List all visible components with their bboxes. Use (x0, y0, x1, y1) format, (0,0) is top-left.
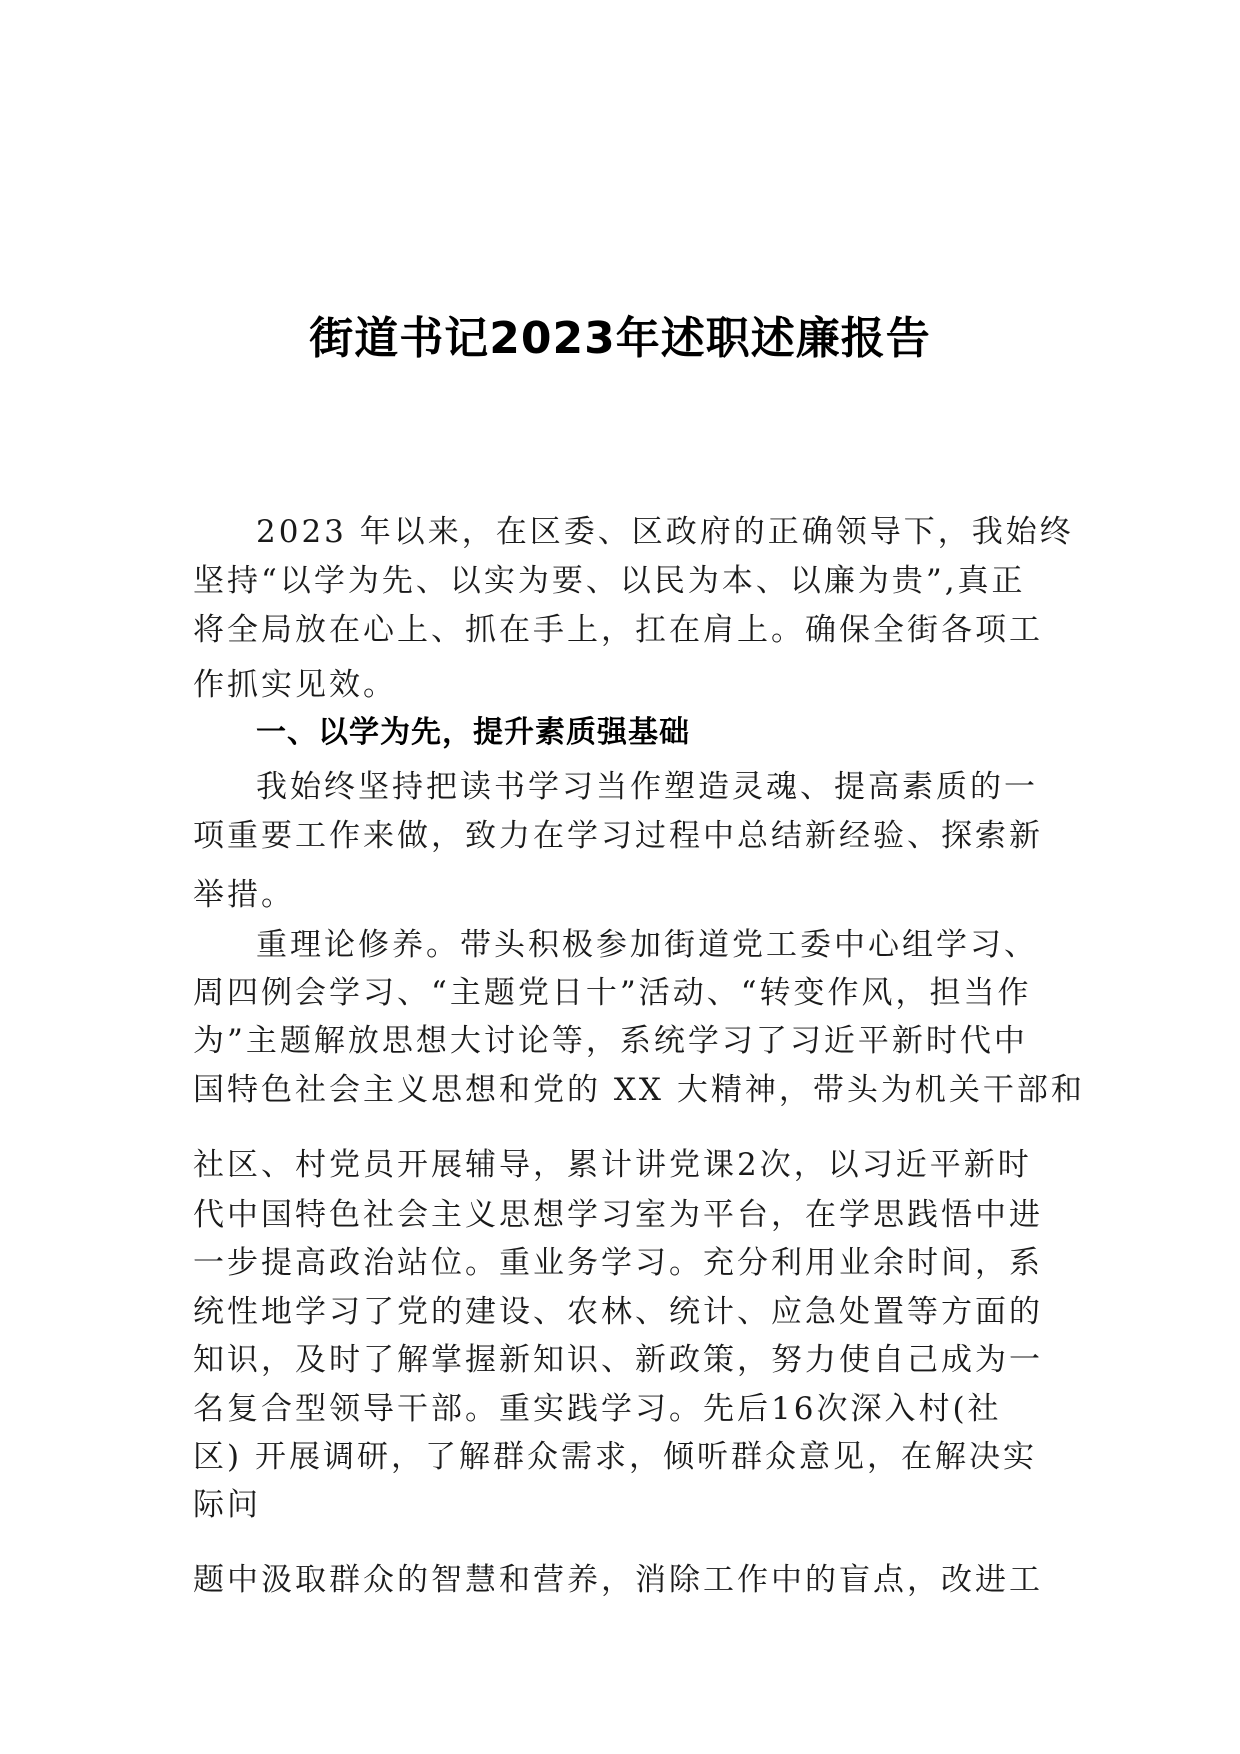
paragraph-line: 区) 开展调研，了解群众需求，倾听群众意见，在解决实 (193, 1439, 1037, 1475)
paragraph-line: 际问 (193, 1487, 261, 1523)
paragraph-line: 名复合型领导干部。重实践学习。先后16次深入村(社 (193, 1391, 1002, 1427)
document-title: 街道书记2023年述职述廉报告 (309, 313, 931, 364)
paragraph-line: 项重要工作来做，致力在学习过程中总结新经验、探索新 (193, 818, 1043, 854)
paragraph-line: 为”主题解放思想大讨论等，系统学习了习近平新时代中 (193, 1023, 1028, 1059)
paragraph-line: 重理论修养。带头积极参加街道党工委中心组学习、 (256, 927, 1038, 963)
paragraph-line: 举措。 (193, 877, 295, 913)
paragraph-line: 知识，及时了解掌握新知识、新政策，努力使自己成为一 (193, 1342, 1043, 1378)
paragraph-line: 一步提高政治站位。重业务学习。充分利用业余时间，系 (193, 1245, 1043, 1281)
paragraph-line: 将全局放在心上、抓在手上，扛在肩上。确保全街各项工 (193, 612, 1043, 648)
paragraph-line: 题中汲取群众的智慧和营养，消除工作中的盲点，改进工 (193, 1562, 1043, 1598)
paragraph-line: 我始终坚持把读书学习当作塑造灵魂、提高素质的一 (256, 769, 1038, 805)
paragraph-line: 代中国特色社会主义思想学习室为平台，在学思践悟中进 (193, 1197, 1043, 1233)
section-heading: 一、以学为先，提升素质强基础 (256, 715, 690, 750)
paragraph-line: 统性地学习了党的建设、农林、统计、应急处置等方面的 (193, 1294, 1043, 1330)
paragraph-line: 社区、村党员开展辅导，累计讲党课2次，以习近平新时 (193, 1147, 1032, 1183)
paragraph-line: 国特色社会主义思想和党的 XX 大精神，带头为机关干部和 (193, 1072, 1085, 1108)
paragraph-line: 作抓实见效。 (193, 667, 397, 703)
paragraph-line: 坚持“以学为先、以实为要、以民为本、以廉为贵”,真正 (193, 563, 1026, 599)
paragraph-line: 2023 年以来，在区委、区政府的正确领导下，我始终 (256, 514, 1074, 550)
paragraph-line: 周四例会学习、“主题党日十”活动、“转变作风，担当作 (193, 975, 1032, 1011)
